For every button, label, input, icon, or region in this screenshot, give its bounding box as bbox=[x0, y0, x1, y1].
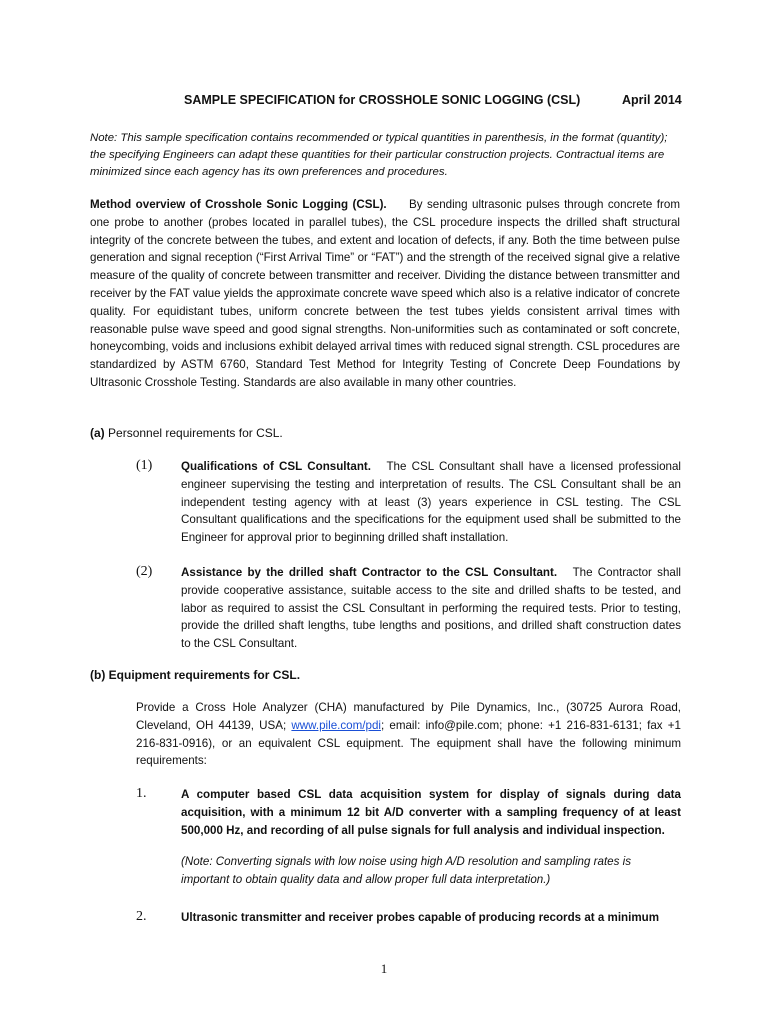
item-text: The CSL Consultant shall have a licensed professional engineer supervising the testing and interpretation of results. The CSL Consultant shall be an independent testing agency with at least (3) years experience in CSL testing. The CSL Consultant qualifications and the specifications for the equipment used shall be submitted to the Engineer for approval prior to beginning drilled shaft installation. bbox=[181, 460, 681, 545]
method-overview-text: By sending ultrasonic pulses through concrete from one probe to another (probes located in parallel tubes), the CSL procedure inspects the drilled shaft structural integrity of the concrete between the tubes, and extent and location of defects, if any. Both the time between pulse generation and signal reception (“First Arrival Time” or “FAT”) and the strength of the received signal give a relative measure of the quality of concrete between transmitter and receiver. Dividing the distance between transmitter and receiver by the FAT value yields the approximate concrete wave speed which also is a relative indicator of concrete quality. For equidistant tubes, uniform concrete between the test tubes yields consistent arrival times with reasonable pulse wave speed and good signal strengths. Non-uniformities such as contaminated or soft concrete, honeycombing, voids and inclusions exhibit delayed arrival times with reduced signal strength. CSL procedures are standardized by ASTM 6760, Standard Test Method for Integrity Testing of Concrete Deep Foundations by Ultrasonic Crosshole Testing. Standards are also available in many other countries. bbox=[90, 198, 680, 389]
equipment-intro-before: Provide a Cross Hole Analyzer (CHA) manufactured by Pile Dynamics, Inc., (30725 Aurora Road, Cleveland, OH 44139, USA; bbox=[136, 701, 681, 732]
section-a-title: Personnel requirements for CSL. bbox=[108, 426, 283, 440]
title-text: SAMPLE SPECIFICATION for CROSSHOLE SONIC LOGGING (CSL) bbox=[184, 93, 581, 107]
section-b-title: Equipment requirements for CSL. bbox=[108, 668, 301, 682]
item-lead: Assistance by the drilled shaft Contractor to the CSL Consultant. bbox=[181, 566, 558, 579]
item-number: 2. bbox=[136, 909, 147, 924]
document-date: April 2014 bbox=[622, 93, 682, 107]
method-overview-paragraph bbox=[90, 196, 680, 392]
item-lead: Ultrasonic transmitter and receiver probes capable of producing records at a minimum bbox=[181, 911, 660, 924]
document-title bbox=[184, 93, 688, 107]
item-body bbox=[181, 564, 681, 653]
item-text: The Contractor shall provide cooperative assistance, suitable access to the site and drilled shafts to be tested, and labor as required to assist the CSL Consultant in performing the required tests. Prior to testing, provide the drilled shaft lengths, tube lengths and positions, and drilled shaft construction dates to the CSL Consultant. bbox=[181, 566, 681, 651]
item-body bbox=[181, 458, 681, 547]
item-lead: Qualifications of CSL Consultant. bbox=[181, 460, 371, 473]
converting-signals-note: (Note: Converting signals with low noise using high A/D resolution and sampling rates is important to obtain quality data and allow proper full data interpretation.) bbox=[181, 855, 632, 886]
sample-note: Note: This sample specification contains recommended or typical quantities in parenthesis, in the format (quantity); the specifying Engineers can adapt these quantities for their particular construction projects. Contractual items are minimized since each agency has its own preferences and procedures. bbox=[90, 132, 668, 178]
pdi-website-link[interactable]: www.pile.com/pdi bbox=[291, 718, 381, 732]
section-a-label: (a) bbox=[90, 426, 105, 440]
item-body bbox=[181, 786, 681, 839]
equipment-intro-after: ; email: info@pile.com; phone: +1 216-831-6131; fax +1 216-831-0916), or an equivalent CSL equipment. The equipment shall have the following minimum requirements: bbox=[136, 718, 681, 768]
item-number: (2) bbox=[136, 564, 153, 579]
item-number: (1) bbox=[136, 458, 153, 473]
page-number: 1 bbox=[380, 961, 388, 976]
equipment-intro-paragraph bbox=[136, 699, 681, 770]
section-b-label: (b) bbox=[90, 668, 106, 682]
section-b-heading bbox=[90, 668, 300, 682]
item-body bbox=[181, 909, 681, 927]
method-overview-lead: Method overview of Crosshole Sonic Logging (CSL). bbox=[90, 198, 387, 211]
item-lead: A computer based CSL data acquisition system for display of signals during data acquisition, with a minimum 12 bit A/D converter with a sampling frequency of at least 500,000 Hz, and recording of all pulse signals for full analysis and individual inspection. bbox=[181, 788, 681, 837]
section-a-heading bbox=[90, 426, 283, 440]
item-number: 1. bbox=[136, 786, 147, 801]
